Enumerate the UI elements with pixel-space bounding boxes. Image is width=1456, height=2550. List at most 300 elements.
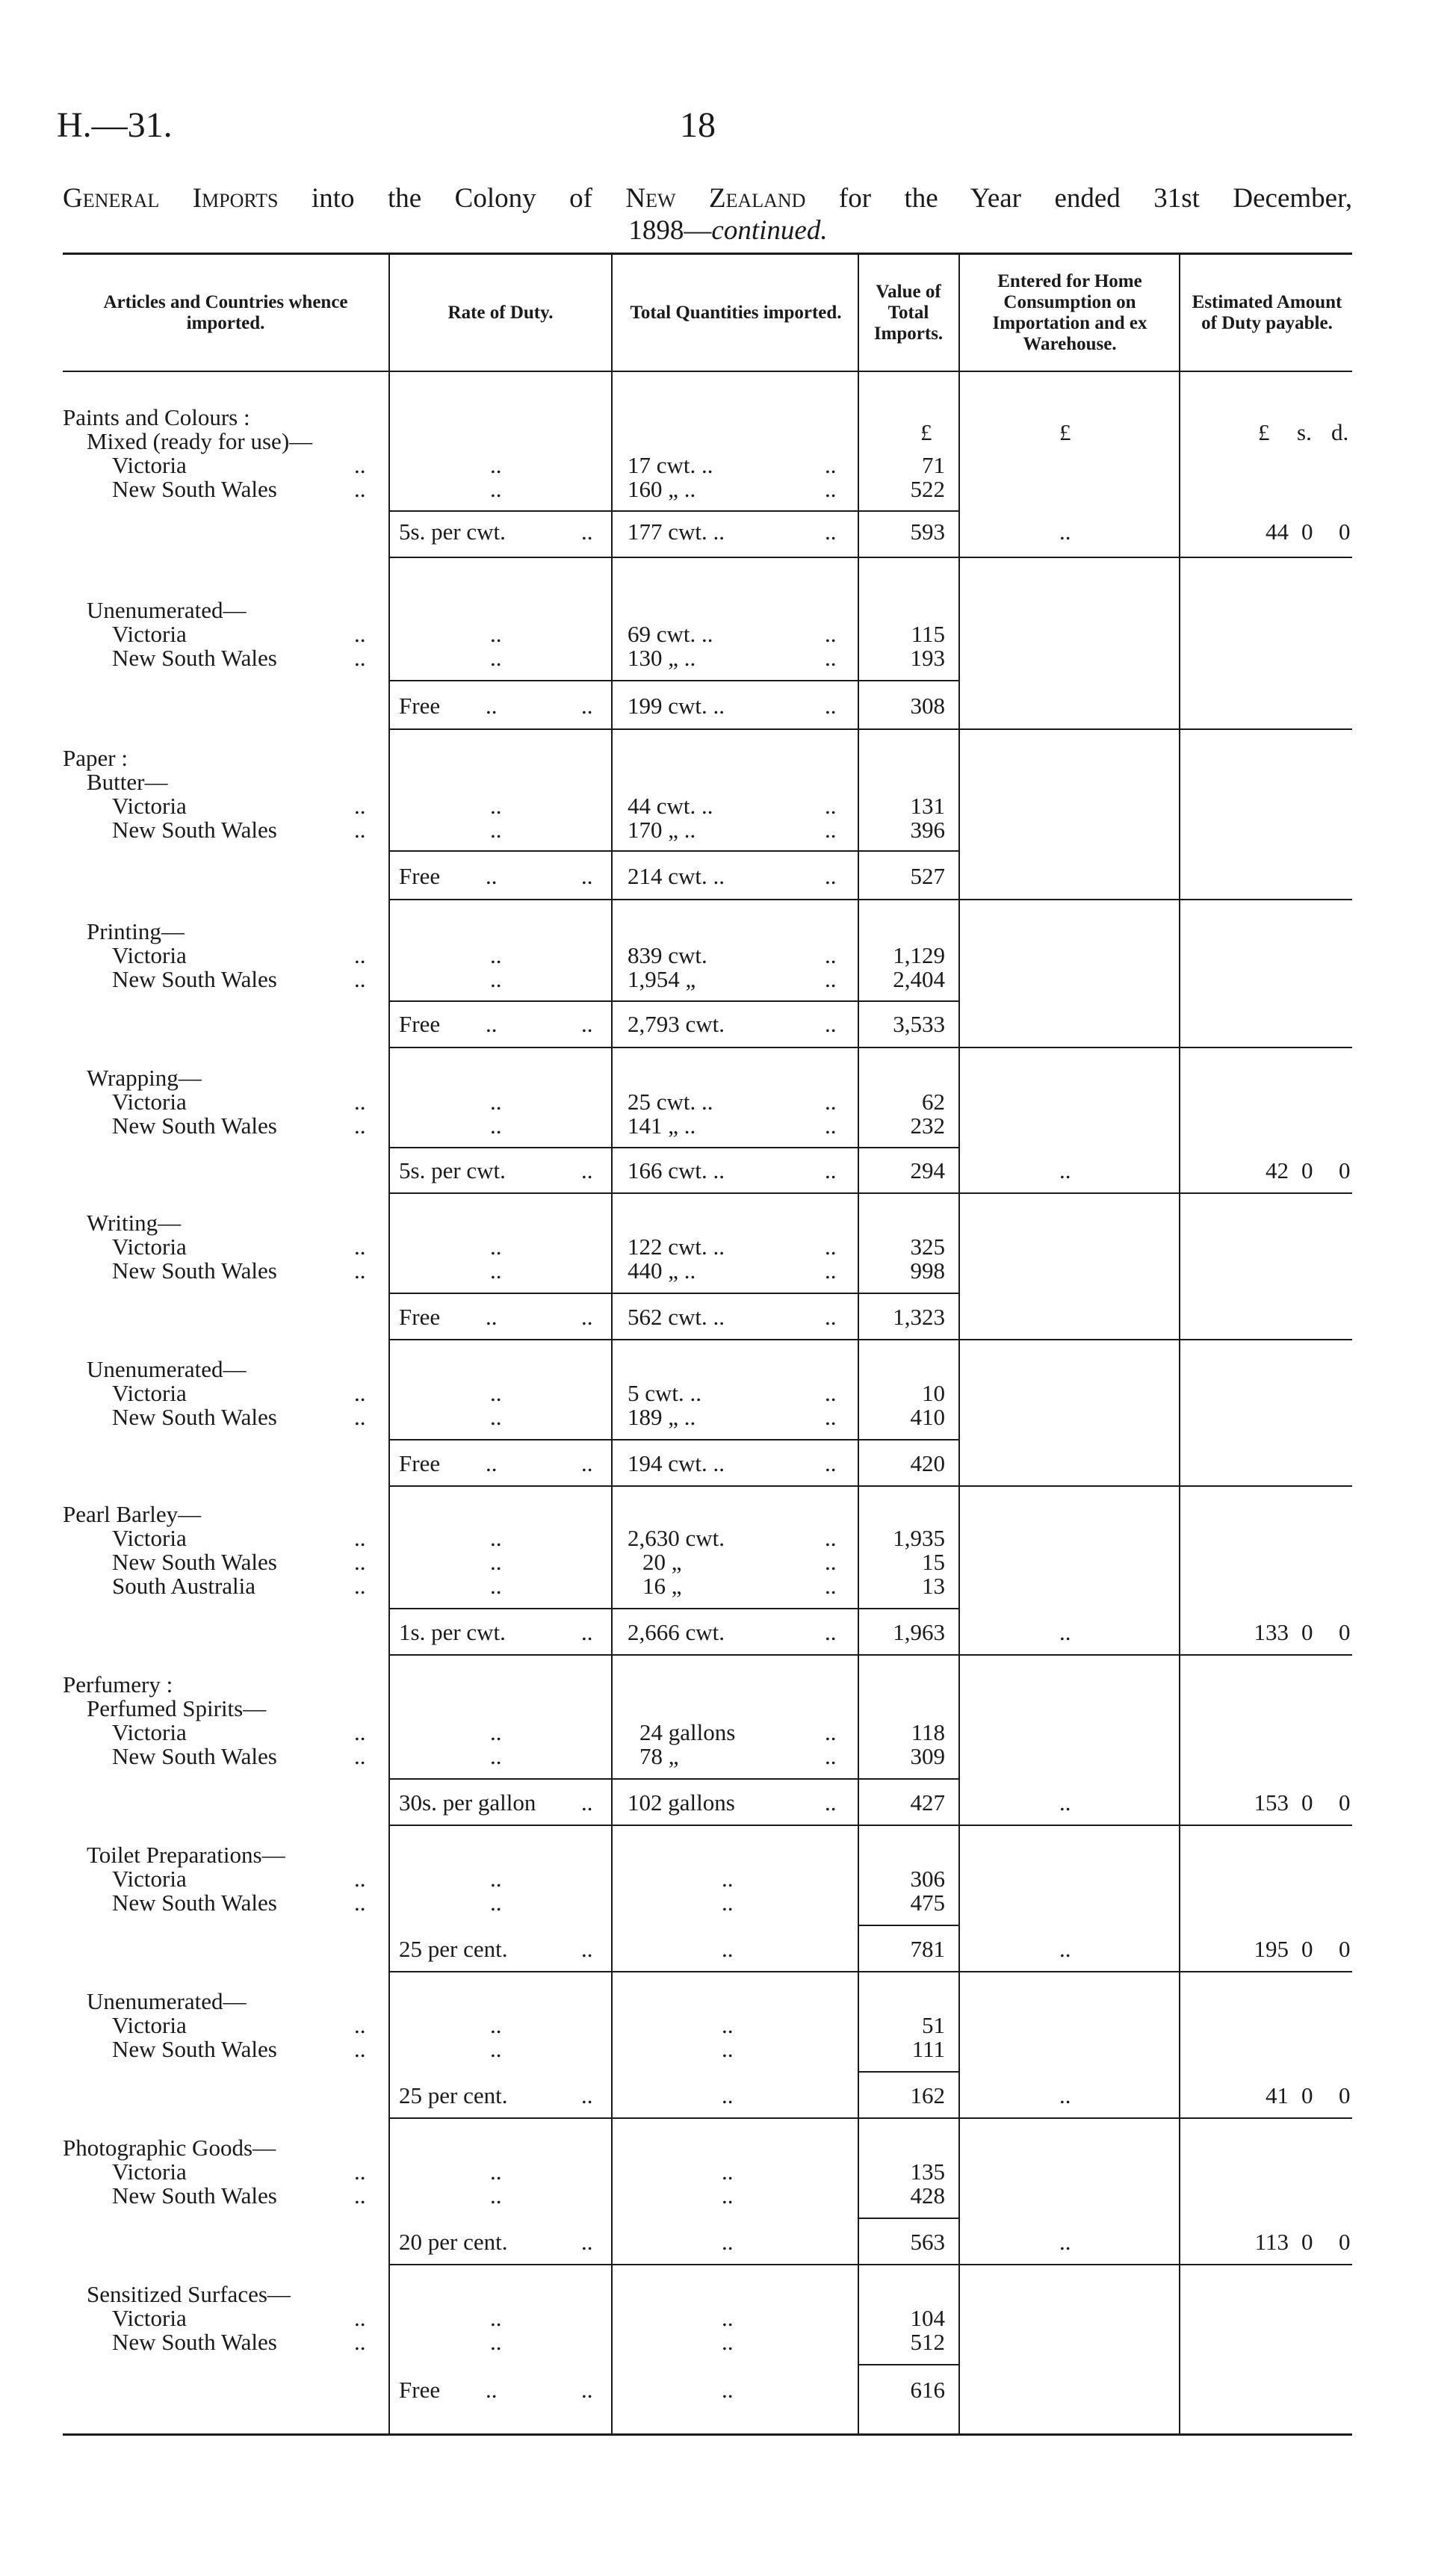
subtotal-row: [0, 518, 1456, 546]
quantity-cell: 5 cwt. ..: [628, 1380, 702, 1406]
subtotal-rule: [858, 2364, 958, 2365]
leader-dots: ..: [354, 2329, 366, 2355]
leader-dots: ..: [354, 1257, 366, 1284]
leader-dots: ..: [354, 2305, 366, 2331]
subtotal-rule: [388, 680, 611, 681]
title-word: 31st: [1153, 183, 1200, 214]
leader-dots: ..: [825, 1450, 837, 1476]
value-cell: 306: [910, 1866, 945, 1892]
duty-shillings: 0: [1301, 1789, 1313, 1816]
article-label: New South Wales: [112, 1112, 277, 1139]
value-cell: 420: [910, 1450, 945, 1476]
leader-dots: ..: [486, 693, 498, 719]
leader-dots: ..: [722, 2305, 734, 2331]
leader-dots: ..: [490, 942, 502, 968]
table-row: [0, 1889, 1456, 1917]
value-cell: 1,963: [893, 1619, 945, 1645]
title-word: December,: [1233, 183, 1353, 214]
value-unit: £: [920, 419, 932, 445]
title-word: the: [388, 183, 422, 214]
quantity-cell: 199 cwt. ..: [628, 693, 725, 719]
subtotal-row: [0, 1449, 1456, 1478]
duty-pence: 0: [1339, 1789, 1351, 1816]
leader-dots: ..: [490, 476, 502, 502]
rate-of-duty: 5s. per cwt.: [399, 519, 506, 545]
leader-dots: ..: [490, 1257, 502, 1284]
section-rule: [388, 1192, 1352, 1194]
leader-dots: ..: [490, 1089, 502, 1115]
leader-dots: ..: [490, 1866, 502, 1892]
leader-dots: ..: [825, 1112, 837, 1139]
leader-dots: ..: [581, 1157, 593, 1183]
subtotal-rule: [388, 510, 611, 512]
table-row: [0, 2182, 1456, 2210]
page-reference: H.—31.: [57, 105, 173, 145]
title-word: New: [625, 183, 676, 214]
leader-dots: ..: [825, 1743, 837, 1769]
title-word: Colony: [454, 183, 536, 214]
leader-dots: ..: [825, 1304, 837, 1330]
quantity-cell: 122 cwt. ..: [628, 1234, 725, 1260]
section-rule: [388, 2117, 1352, 2119]
title-word: Imports: [192, 183, 279, 214]
article-label: Printing—: [87, 918, 185, 944]
leader-dots: ..: [825, 1404, 837, 1430]
leader-dots: ..: [354, 1573, 366, 1599]
header-rate: Rate of Duty.: [447, 303, 554, 323]
leader-dots: ..: [490, 2329, 502, 2355]
value-cell: 15: [922, 1549, 945, 1575]
table-row: [0, 1403, 1456, 1432]
subtotal-rule: [388, 1778, 611, 1780]
duty-pounds: 42: [1266, 1157, 1289, 1183]
article-label: Unenumerated—: [87, 597, 247, 623]
duty-pounds: 44: [1266, 519, 1289, 545]
quantity-cell: 69 cwt. ..: [628, 621, 713, 647]
value-cell: 781: [910, 1936, 945, 1962]
leader-dots: ..: [722, 2158, 734, 2185]
value-cell: 522: [910, 476, 945, 502]
value-cell: 1,323: [893, 1304, 945, 1330]
article-label: South Australia: [112, 1573, 256, 1599]
duty-shillings: 0: [1301, 1157, 1313, 1183]
duty-pence: 0: [1339, 1936, 1351, 1962]
leader-dots: ..: [490, 645, 502, 671]
table-row: [0, 2328, 1456, 2356]
article-label: Paints and Colours :: [63, 404, 250, 430]
rate-of-duty: 20 per cent.: [399, 2229, 508, 2255]
leader-dots: ..: [354, 476, 366, 502]
article-label: Unenumerated—: [87, 1356, 247, 1382]
leader-dots: ..: [825, 1234, 837, 1260]
rate-of-duty: Free: [399, 2377, 441, 2403]
article-label: Writing—: [87, 1210, 182, 1236]
duty-pounds: 195: [1254, 1936, 1289, 1962]
value-cell: 308: [910, 693, 945, 719]
rate-of-duty: Free: [399, 693, 441, 719]
article-label: Victoria: [112, 452, 187, 478]
leader-dots: ..: [490, 2305, 502, 2331]
leader-dots: ..: [354, 942, 366, 968]
leader-dots: ..: [486, 863, 498, 889]
leader-dots: ..: [722, 2082, 734, 2108]
leader-dots: ..: [490, 1234, 502, 1260]
duty-pounds: 113: [1254, 2229, 1289, 2255]
value-cell: 10: [922, 1380, 945, 1406]
value-cell: 998: [910, 1257, 945, 1284]
leader-dots: ..: [490, 621, 502, 647]
value-cell: 294: [910, 1157, 945, 1183]
leader-dots: ..: [490, 1573, 502, 1599]
value-cell: 62: [922, 1089, 945, 1115]
quantity-cell: 141 „ ..: [628, 1112, 696, 1139]
duty-pence: 0: [1339, 1619, 1351, 1645]
rate-of-duty: 25 per cent.: [399, 2082, 508, 2108]
subtotal-rule: [388, 1000, 611, 1002]
quantity-cell: 177 cwt. ..: [628, 519, 725, 545]
article-label: Victoria: [112, 1380, 187, 1406]
subtotal-rule: [388, 1608, 611, 1609]
leader-dots: ..: [354, 1234, 366, 1260]
duty-pence: 0: [1339, 1157, 1351, 1183]
value-cell: 512: [910, 2329, 945, 2355]
value-cell: 232: [910, 1112, 945, 1139]
quantity-cell: 160 „ ..: [628, 476, 696, 502]
subtotal-rule: [858, 2071, 958, 2073]
subtotal-rule: [611, 1439, 958, 1440]
leader-dots: ..: [825, 793, 837, 819]
leader-dots: ..: [1059, 1789, 1071, 1816]
subtotal-row: [0, 1618, 1456, 1647]
value-cell: 427: [910, 1789, 945, 1816]
leader-dots: ..: [825, 1089, 837, 1115]
leader-dots: ..: [722, 2329, 734, 2355]
subtotal-row: [0, 1789, 1456, 1817]
subtotal-row: [0, 862, 1456, 891]
leader-dots: ..: [1059, 519, 1071, 545]
leader-dots: ..: [722, 2036, 734, 2062]
leader-dots: ..: [354, 1525, 366, 1551]
leader-dots: ..: [825, 817, 837, 843]
quantity-cell: 24 gallons: [639, 1719, 736, 1745]
leader-dots: ..: [825, 942, 837, 968]
table-row: [0, 816, 1456, 844]
subtotal-rule: [611, 1608, 958, 1609]
value-cell: 563: [910, 2229, 945, 2255]
subtotal-rule: [611, 1778, 958, 1780]
leader-dots: ..: [490, 2012, 502, 2038]
value-cell: 428: [910, 2182, 945, 2209]
rate-of-duty: 25 per cent.: [399, 1936, 508, 1962]
rate-of-duty: 5s. per cwt.: [399, 1157, 506, 1183]
leader-dots: ..: [825, 693, 837, 719]
leader-dots: ..: [1059, 2229, 1071, 2255]
section-rule: [388, 1654, 1352, 1656]
leader-dots: ..: [581, 1936, 593, 1962]
leader-dots: ..: [825, 1257, 837, 1284]
page-number: 18: [680, 105, 716, 145]
subtotal-rule: [611, 1293, 958, 1294]
leader-dots: ..: [581, 1011, 593, 1037]
subtotal-rule: [611, 1000, 958, 1002]
duty-shillings: 0: [1301, 1936, 1313, 1962]
leader-dots: ..: [354, 1890, 366, 1916]
title-word: of: [569, 183, 592, 214]
leader-dots: ..: [490, 1380, 502, 1406]
leader-dots: ..: [722, 2012, 734, 2038]
leader-dots: ..: [354, 1089, 366, 1115]
leader-dots: ..: [354, 966, 366, 992]
article-label: New South Wales: [112, 2182, 277, 2209]
table-row: [0, 644, 1456, 672]
quantity-cell: 17 cwt. ..: [628, 452, 713, 478]
duty-shillings: 0: [1301, 519, 1313, 545]
value-cell: 115: [911, 621, 945, 647]
value-cell: 527: [910, 863, 945, 889]
leader-dots: ..: [825, 1157, 837, 1183]
article-label: Butter—: [87, 769, 168, 795]
value-cell: 3,533: [893, 1011, 945, 1037]
table-top-rule: [63, 253, 1352, 255]
section-rule: [388, 1825, 1352, 1826]
subtotal-rule: [388, 850, 611, 852]
quantity-cell: 2,793 cwt.: [628, 1011, 725, 1037]
title-word: into: [311, 183, 355, 214]
subtotal-rule: [611, 1147, 958, 1148]
leader-dots: ..: [825, 519, 837, 545]
leader-dots: ..: [825, 452, 837, 478]
article-label: Victoria: [112, 942, 187, 968]
leader-dots: ..: [825, 1380, 837, 1406]
duty-pounds: 153: [1254, 1789, 1289, 1816]
leader-dots: ..: [581, 2229, 593, 2255]
value-cell: 2,404: [893, 966, 945, 992]
subtotal-row: [0, 692, 1456, 720]
quantity-cell: 102 gallons: [628, 1789, 735, 1816]
leader-dots: ..: [354, 2012, 366, 2038]
value-cell: 131: [910, 793, 945, 819]
article-label: New South Wales: [112, 817, 277, 843]
title-word: for: [838, 183, 872, 214]
article-label: Perfumed Spirits—: [87, 1695, 267, 1721]
subtotal-row: [0, 1303, 1456, 1331]
leader-dots: ..: [490, 793, 502, 819]
subtotal-rule: [388, 1293, 611, 1294]
quantity-cell: 2,630 cwt.: [628, 1525, 725, 1551]
leader-dots: ..: [581, 863, 593, 889]
rate-of-duty: 1s. per cwt.: [399, 1619, 506, 1645]
leader-dots: ..: [354, 2036, 366, 2062]
table-row: [0, 965, 1456, 994]
leader-dots: ..: [354, 1380, 366, 1406]
article-label: Sensitized Surfaces—: [87, 2281, 291, 2307]
leader-dots: ..: [825, 476, 837, 502]
rate-of-duty: Free: [399, 863, 441, 889]
subtotal-rule: [611, 850, 958, 852]
article-label: Unenumerated—: [87, 1988, 247, 2014]
article-label: Victoria: [112, 1719, 187, 1745]
rate-of-duty: Free: [399, 1011, 441, 1037]
leader-dots: ..: [1059, 1936, 1071, 1962]
value-cell: 475: [910, 1890, 945, 1916]
table-bottom-rule: [63, 2433, 1352, 2436]
leader-dots: ..: [722, 2377, 734, 2403]
leader-dots: ..: [354, 1112, 366, 1139]
header-estimated: Estimated Amount of Duty payable.: [1192, 292, 1342, 333]
subtitle-year: 1898—: [628, 215, 712, 246]
title-word: Year: [970, 183, 1021, 214]
article-label: Victoria: [112, 2012, 187, 2038]
article-label: Pearl Barley—: [63, 1501, 202, 1527]
leader-dots: ..: [825, 621, 837, 647]
article-label: Wrapping—: [87, 1065, 202, 1091]
leader-dots: ..: [1059, 2082, 1071, 2108]
value-cell: 118: [911, 1719, 945, 1745]
duty-pound-unit: £: [1258, 419, 1270, 445]
subtotal-rule: [388, 1439, 611, 1440]
value-cell: 13: [922, 1573, 945, 1599]
leader-dots: ..: [354, 2182, 366, 2209]
leader-dots: ..: [722, 1936, 734, 1962]
subtotal-row: [0, 1935, 1456, 1963]
table-row: [0, 1257, 1456, 1285]
header-bottom-rule: [63, 371, 1352, 372]
leader-dots: ..: [354, 1404, 366, 1430]
subtotal-row: [0, 2082, 1456, 2110]
section-rule: [388, 2264, 1352, 2265]
duty-pounds: 41: [1266, 2082, 1289, 2108]
leader-dots: ..: [490, 1890, 502, 1916]
section-rule: [388, 1047, 1352, 1048]
article-label: New South Wales: [112, 1404, 277, 1430]
value-cell: 135: [910, 2158, 945, 2185]
article-label: Victoria: [112, 621, 187, 647]
article-label: Victoria: [112, 1525, 187, 1551]
value-cell: 104: [910, 2305, 945, 2331]
leader-dots: ..: [490, 452, 502, 478]
duty-shillings: 0: [1301, 2229, 1313, 2255]
leader-dots: ..: [486, 2377, 498, 2403]
leader-dots: ..: [581, 1304, 593, 1330]
leader-dots: ..: [581, 1450, 593, 1476]
quantity-cell: 25 cwt. ..: [628, 1089, 713, 1115]
leader-dots: ..: [825, 1573, 837, 1599]
title-word: General: [63, 183, 160, 214]
value-cell: 593: [910, 519, 945, 545]
header-quantities: Total Quantities imported.: [630, 303, 842, 323]
subtotal-rule: [611, 510, 958, 512]
quantity-cell: 214 cwt. ..: [628, 863, 725, 889]
table-title: [63, 182, 1352, 214]
quantity-cell: 194 cwt. ..: [628, 1450, 725, 1476]
entered-unit: £: [1059, 419, 1071, 445]
article-label: Victoria: [112, 1089, 187, 1115]
leader-dots: ..: [486, 1450, 498, 1476]
subtotal-rule: [858, 1925, 958, 1926]
table-subtitle: [0, 214, 1456, 247]
leader-dots: ..: [354, 1549, 366, 1575]
table-row: [0, 1112, 1456, 1140]
section-rule: [388, 899, 1352, 900]
leader-dots: ..: [354, 1743, 366, 1769]
quantity-cell: 166 cwt. ..: [628, 1157, 725, 1183]
leader-dots: ..: [354, 793, 366, 819]
value-cell: 1,129: [893, 942, 945, 968]
rate-of-duty: Free: [399, 1450, 441, 1476]
leader-dots: ..: [581, 2082, 593, 2108]
section-rule: [388, 1971, 1352, 1972]
leader-dots: ..: [354, 452, 366, 478]
table-row: [0, 1742, 1456, 1771]
article-label: Photographic Goods—: [63, 2135, 276, 2161]
leader-dots: ..: [825, 1719, 837, 1745]
table-row: [0, 2035, 1456, 2064]
leader-dots: ..: [490, 1112, 502, 1139]
article-label: New South Wales: [112, 1743, 277, 1769]
title-word: the: [904, 183, 938, 214]
leader-dots: ..: [490, 2036, 502, 2062]
article-label: New South Wales: [112, 1890, 277, 1916]
duty-pence: 0: [1339, 519, 1351, 545]
article-label: New South Wales: [112, 1549, 277, 1575]
value-cell: 162: [910, 2082, 945, 2108]
section-rule: [388, 1339, 1352, 1340]
article-label: Perfumery :: [63, 1671, 173, 1698]
duty-shilling-unit: s.: [1297, 419, 1312, 445]
article-label: New South Wales: [112, 1257, 277, 1284]
leader-dots: ..: [825, 1619, 837, 1645]
leader-dots: ..: [490, 1743, 502, 1769]
value-cell: 325: [910, 1234, 945, 1260]
article-label: New South Wales: [112, 2329, 277, 2355]
leader-dots: ..: [354, 817, 366, 843]
leader-dots: ..: [722, 1866, 734, 1892]
duty-shillings: 0: [1301, 2082, 1313, 2108]
leader-dots: ..: [825, 645, 837, 671]
article-label: Paper :: [63, 745, 128, 771]
article-label: Mixed (ready for use)—: [87, 428, 313, 454]
leader-dots: ..: [1059, 1157, 1071, 1183]
article-label: Victoria: [112, 1866, 187, 1892]
value-cell: 396: [910, 817, 945, 843]
title-word: Zealand: [708, 183, 806, 214]
leader-dots: ..: [490, 966, 502, 992]
quantity-cell: 130 „ ..: [628, 645, 696, 671]
duty-pounds: 133: [1254, 1619, 1289, 1645]
value-cell: 410: [910, 1404, 945, 1430]
quantity-cell: 170 „ ..: [628, 817, 696, 843]
article-label: Victoria: [112, 793, 187, 819]
leader-dots: ..: [722, 1890, 734, 1916]
section-rule: [388, 1485, 1352, 1487]
table-row: [0, 1572, 1456, 1600]
quantity-cell: 78 „: [639, 1743, 679, 1769]
duty-pence: 0: [1339, 2082, 1351, 2108]
leader-dots: ..: [825, 966, 837, 992]
leader-dots: ..: [581, 1789, 593, 1816]
leader-dots: ..: [490, 1549, 502, 1575]
leader-dots: ..: [581, 693, 593, 719]
rate-of-duty: 30s. per gallon: [399, 1789, 536, 1816]
subtotal-rule: [611, 680, 958, 681]
value-cell: 111: [911, 2036, 945, 2062]
leader-dots: ..: [490, 817, 502, 843]
rate-of-duty: Free: [399, 1304, 441, 1330]
leader-dots: ..: [354, 621, 366, 647]
leader-dots: ..: [354, 645, 366, 671]
quantity-cell: 189 „ ..: [628, 1404, 696, 1430]
leader-dots: ..: [825, 1011, 837, 1037]
